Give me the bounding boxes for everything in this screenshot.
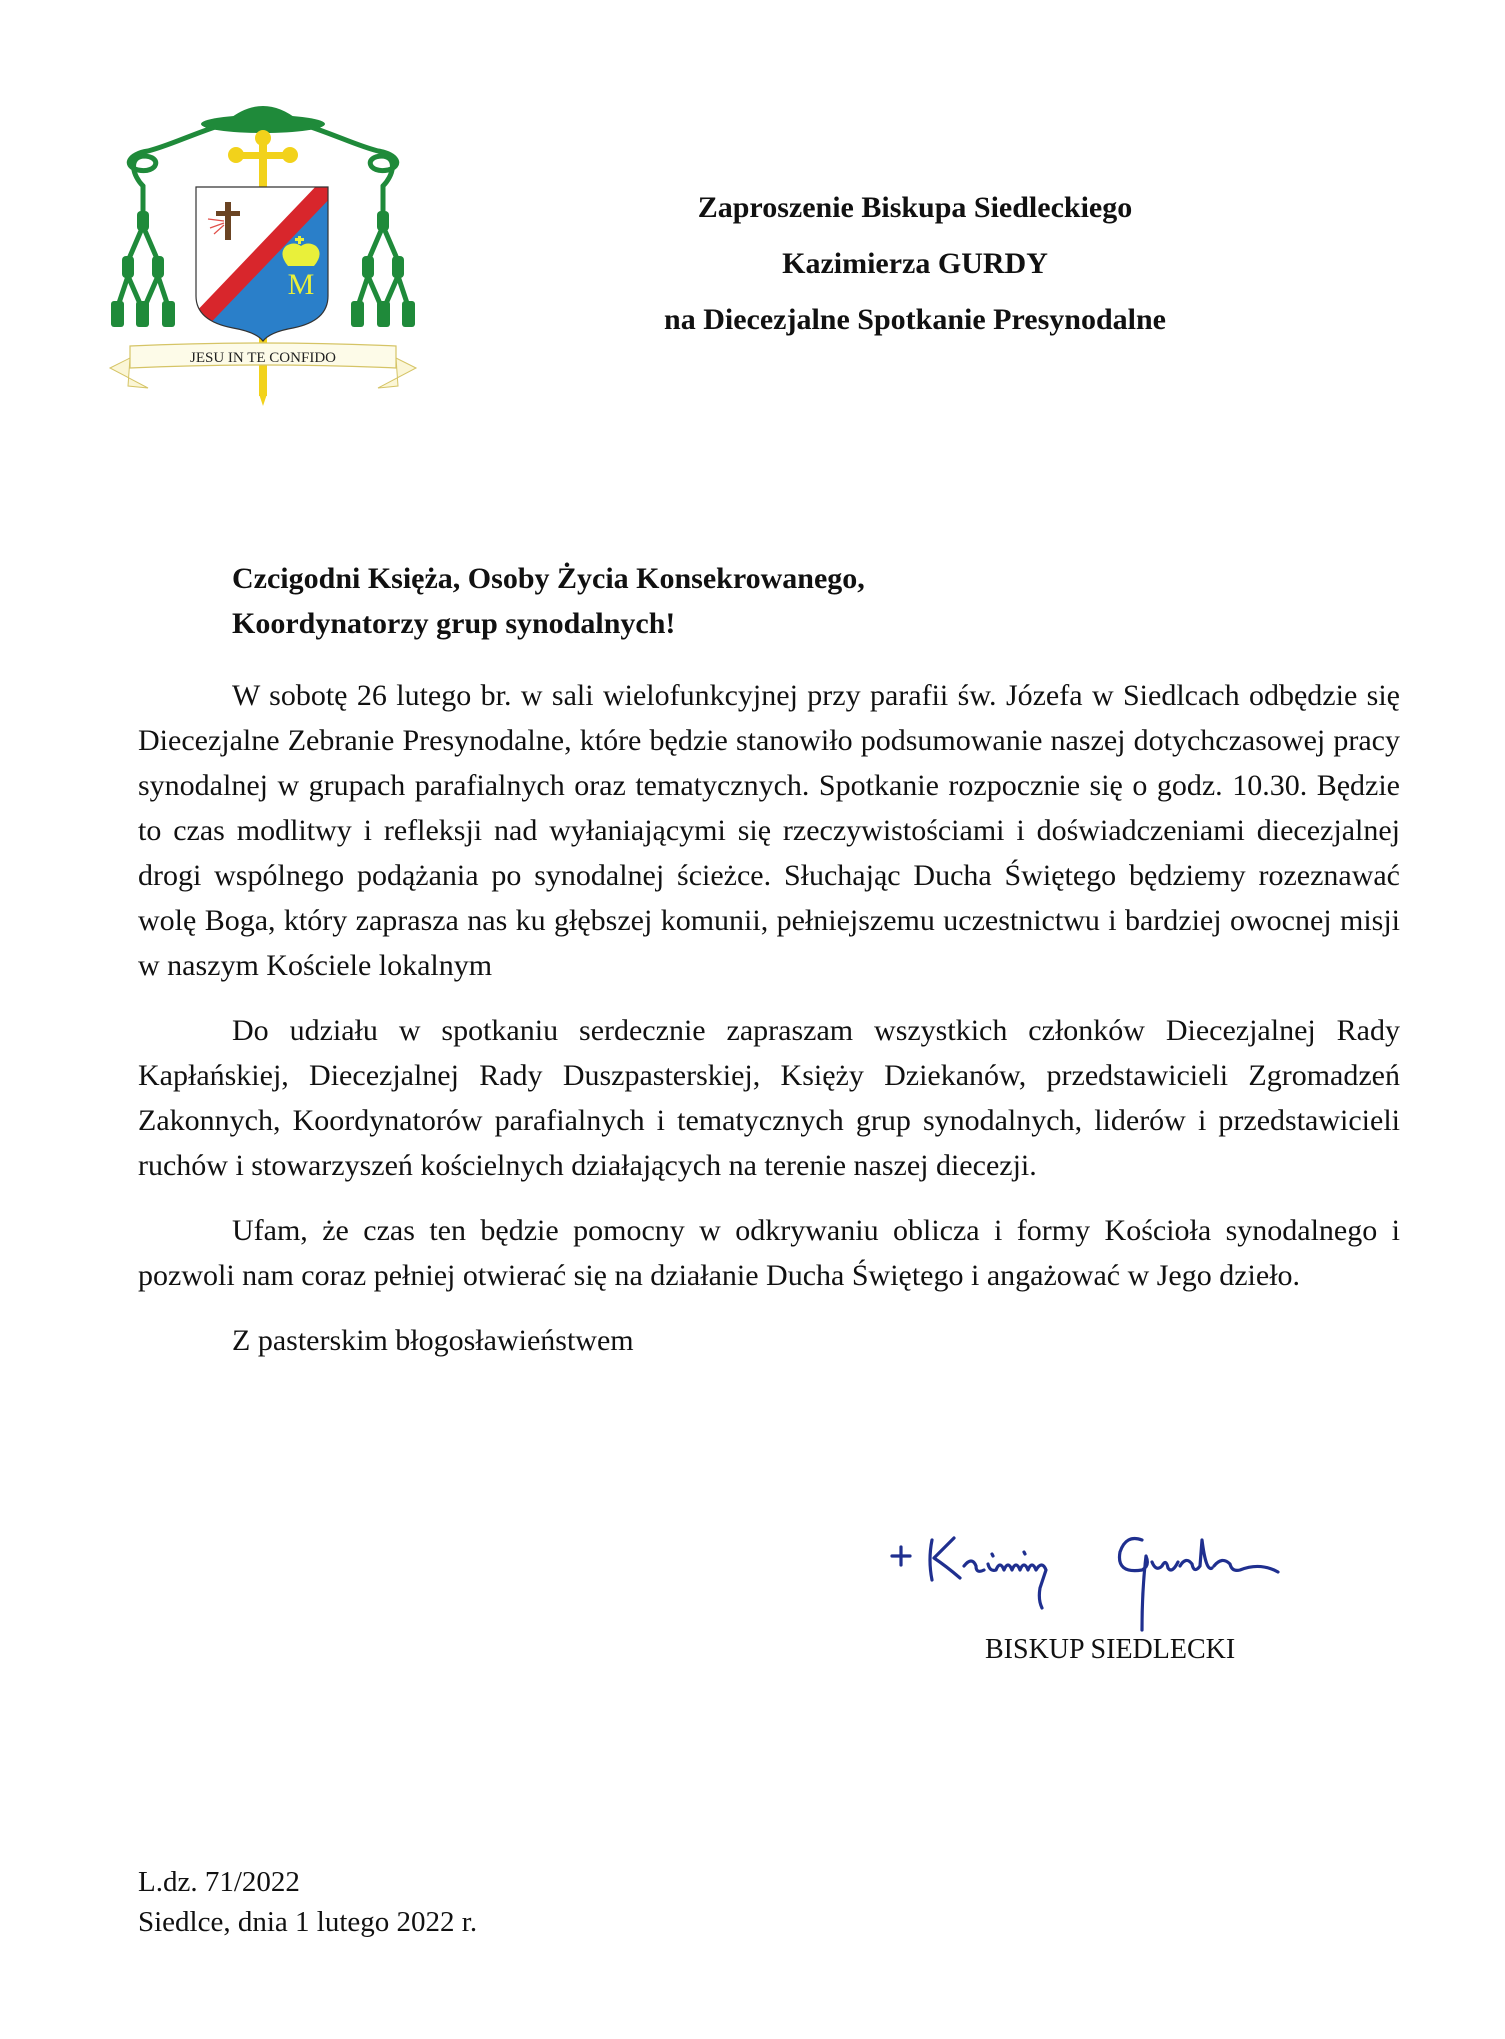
letter-body bbox=[138, 673, 1400, 1383]
heading-line-1: Zaproszenie Biskupa Siedleckiego bbox=[697, 191, 1133, 224]
heading-line-3: na Diecezjalne Spotkanie Presynodalne bbox=[664, 303, 1166, 336]
paragraph-3: Ufam, że czas ten będzie pomocny w odkrywaniu oblicza i formy Kościoła synodalnego i pozwoli nam coraz pełniej otwierać się na działanie Ducha Świętego i angażować w Jego dzieło. bbox=[138, 1214, 1400, 1292]
salutation-line-2: Koordynatorzy grup synodalnych! bbox=[232, 607, 676, 640]
svg-text:JESU IN TE CONFIDO: JESU IN TE CONFIDO bbox=[190, 350, 336, 366]
svg-text:M: M bbox=[287, 268, 315, 301]
place-and-date: Siedlce, dnia 1 lutego 2022 r. bbox=[138, 1906, 478, 1938]
reference-number: L.dz. 71/2022 bbox=[138, 1866, 300, 1898]
salutation bbox=[232, 556, 865, 646]
paragraph-1: W sobotę 26 lutego br. w sali wielofunkcyjnej przy parafii św. Józefa w Siedlcach odbędzie się Diecezjalne Zebranie Presynodalne, które będzie stanowiło podsumowanie naszej dotychczasowej pracy synodalnej w grupach parafialnych oraz tematycznych. Spotkanie rozpocznie się o godz. 10.30. Będzie to czas modlitwy i refleksji nad wyłaniającymi się rzeczywistościami i doświadczeniami diecezjalnej drogi wspólnego podążania po synodalnej ścieżce. Słuchając Ducha Świętego będziemy rozeznawać wolę Boga, który zaprasza nas ku głębszej komunii, pełniejszemu uczestnictwu i bardziej owocnej misji w naszym Kościele lokalnym bbox=[138, 679, 1400, 982]
signatory-title: BISKUP SIEDLECKI bbox=[985, 1634, 1236, 1665]
closing-blessing: Z pasterskim błogosławieństwem bbox=[232, 1324, 634, 1357]
handwritten-signature-icon bbox=[880, 1500, 1320, 1640]
letter-heading bbox=[600, 180, 1230, 348]
coat-of-arms-icon bbox=[108, 96, 418, 408]
letter-footer bbox=[138, 1862, 477, 1942]
paragraph-2: Do udziału w spotkaniu serdecznie zapraszam wszystkich członków Diecezjalnej Rady Kapłańskiej, Diecezjalnej Rady Duszpasterskiej, Księży Dziekanów, przedstawicieli Zgromadzeń Zakonnych, Koordynatorów parafialnych i tematycznych grup synodalnych, liderów i przedstawicieli ruchów i stowarzyszeń kościelnych działających na terenie naszej diecezji. bbox=[138, 1014, 1400, 1182]
salutation-line-1: Czcigodni Księża, Osoby Życia Konsekrowanego, bbox=[232, 562, 865, 595]
heading-line-2: Kazimierza GURDY bbox=[782, 247, 1048, 280]
